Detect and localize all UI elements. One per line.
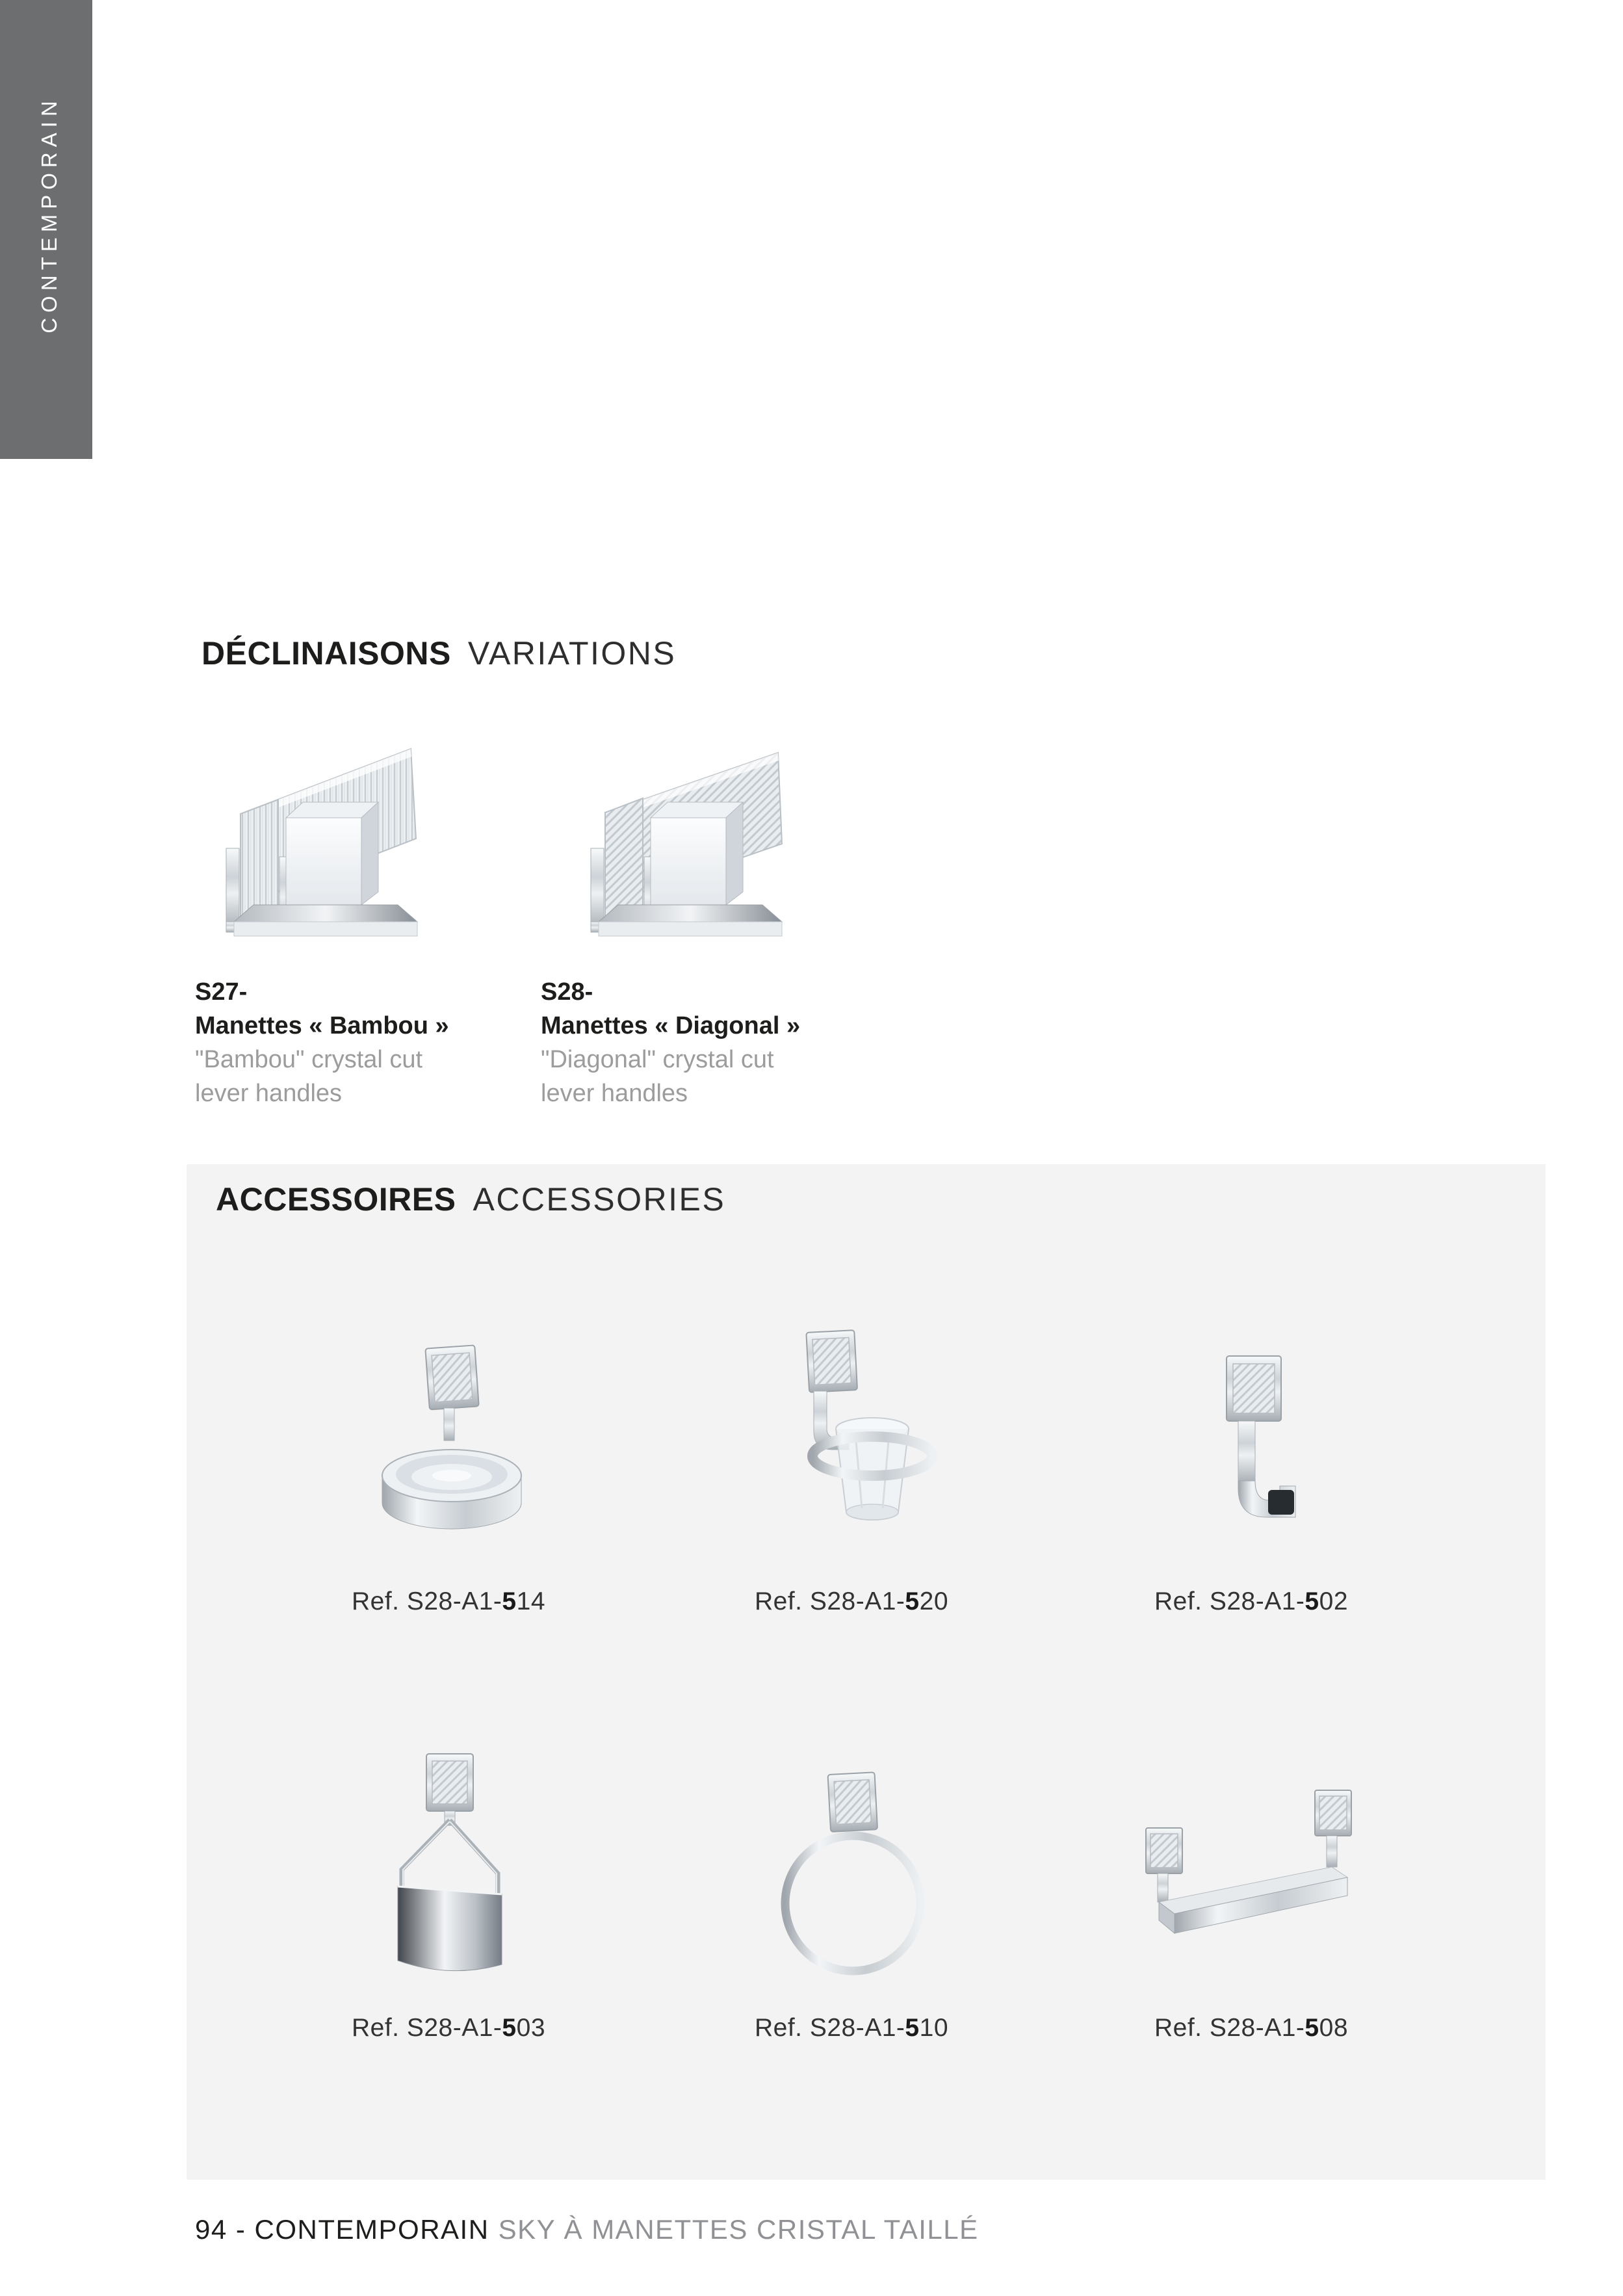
ref-suffix: 20 bbox=[919, 1587, 949, 1615]
ref-prefix: Ref. S28-A1- bbox=[754, 1587, 905, 1615]
ref-label-soap-dish bbox=[247, 1587, 650, 1616]
accessories-title-fr: ACCESSOIRES bbox=[216, 1181, 456, 1218]
ref-prefix: Ref. S28-A1- bbox=[1154, 1587, 1305, 1615]
variation-desc-en-line2: lever handles bbox=[195, 1080, 343, 1107]
robe-hook-image bbox=[1108, 1313, 1394, 1580]
variation-caption-s27 bbox=[195, 975, 449, 1110]
variation-code: S27- bbox=[195, 978, 248, 1006]
variation-name-fr: Manettes « Diagonal » bbox=[541, 1012, 801, 1039]
variation-code: S28- bbox=[541, 978, 593, 1006]
ref-bold-digit: 5 bbox=[1305, 2014, 1319, 2042]
towel-ring-image bbox=[708, 1742, 994, 2002]
ref-bold-digit: 5 bbox=[905, 1587, 920, 1615]
ref-suffix: 02 bbox=[1319, 1587, 1349, 1615]
ref-prefix: Ref. S28-A1- bbox=[754, 2014, 905, 2042]
variations-title-fr: DÉCLINAISONS bbox=[201, 635, 451, 672]
ref-prefix: Ref. S28-A1- bbox=[1154, 2014, 1305, 2042]
variations-heading bbox=[201, 636, 676, 672]
ref-label-towel-bar bbox=[1050, 2014, 1453, 2042]
variation-name-fr: Manettes « Bambou » bbox=[195, 1012, 449, 1039]
ref-suffix: 14 bbox=[516, 1587, 546, 1615]
ref-bold-digit: 5 bbox=[905, 2014, 920, 2042]
ref-bold-digit: 5 bbox=[1305, 1587, 1319, 1615]
chapter-tab bbox=[0, 0, 92, 459]
chapter-tab-label: CONTEMPORAIN bbox=[37, 96, 61, 333]
ref-suffix: 03 bbox=[516, 2014, 546, 2042]
paper-holder-image bbox=[305, 1736, 591, 1996]
ref-label-paper-holder bbox=[247, 2014, 650, 2042]
soap-dish-image bbox=[305, 1313, 591, 1580]
ref-bold-digit: 5 bbox=[502, 2014, 517, 2042]
ref-bold-digit: 5 bbox=[502, 1587, 517, 1615]
ref-label-robe-hook bbox=[1050, 1587, 1453, 1616]
variation-desc-en-line2: lever handles bbox=[541, 1080, 688, 1107]
variations-title-en: VARIATIONS bbox=[467, 635, 677, 672]
diagonal-lever-handle-image bbox=[549, 715, 822, 949]
variation-caption-s28 bbox=[541, 975, 800, 1110]
accessories-title-en: ACCESSORIES bbox=[473, 1181, 726, 1218]
variation-desc-en-line1: "Diagonal" crystal cut bbox=[541, 1046, 774, 1073]
ref-suffix: 10 bbox=[919, 2014, 949, 2042]
ref-prefix: Ref. S28-A1- bbox=[351, 2014, 502, 2042]
ref-suffix: 08 bbox=[1319, 2014, 1349, 2042]
variation-desc-en-line1: "Bambou" crystal cut bbox=[195, 1046, 423, 1073]
accessories-heading bbox=[216, 1182, 725, 1218]
tumbler-holder-image bbox=[708, 1300, 994, 1567]
ref-prefix: Ref. S28-A1- bbox=[351, 1587, 502, 1615]
page-footer bbox=[195, 2214, 979, 2245]
footer-page-label: 94 - CONTEMPORAIN bbox=[195, 2214, 489, 2245]
ref-label-tumbler-holder bbox=[650, 1587, 1053, 1616]
ref-label-towel-ring bbox=[650, 2014, 1053, 2042]
towel-bar-image bbox=[1108, 1755, 1394, 1970]
bamboo-lever-handle-image bbox=[188, 715, 461, 949]
footer-series-label: SKY À MANETTES CRISTAL TAILLÉ bbox=[498, 2214, 979, 2245]
